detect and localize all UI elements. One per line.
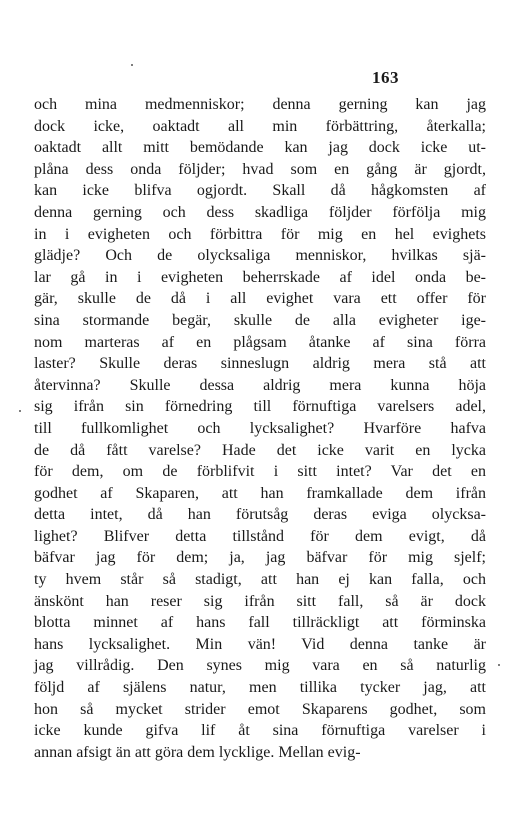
text-line: blotta minnet af hans fall tillräckligt att förminska xyxy=(34,614,486,632)
text-line: dock icke, oaktadt all min förbättring, återkalla; xyxy=(34,117,486,135)
text-line: för dem, om de förblifvit i sitt intet? Var det en xyxy=(34,463,486,481)
text-line: in i evigheten och förbittra för mig en hel evighets xyxy=(34,225,486,243)
text-line: detta intet, då han förutsåg deras eviga olycksa- xyxy=(34,506,486,524)
text-line: jag villrådig. Den synes mig vara en så naturlig xyxy=(34,657,486,675)
text-line: lighet? Blifver detta tillstånd för dem evigt, då xyxy=(34,527,486,545)
print-speck xyxy=(131,64,133,66)
text-line: laster? Skulle deras sinneslugn aldrig mera stå att xyxy=(34,355,486,373)
text-line: sina stormande begär, skulle de alla evigheter ige- xyxy=(34,311,486,329)
text-line: sig ifrån sin förnedring till förnuftiga varelsers adel, xyxy=(34,398,486,416)
text-line: plåna dess onda följder; hvad som en gång är gjordt, xyxy=(34,160,486,178)
text-line: ty hvem står så stadigt, att han ej kan falla, och xyxy=(34,571,486,589)
text-line: godhet af Skaparen, att han framkallade dem ifrån xyxy=(34,484,486,502)
page-number: 163 xyxy=(372,68,399,87)
text-line: glädje? Och de olycksaliga menniskor, hvilkas sjä- xyxy=(34,247,486,265)
text-line: kan icke blifva ogjordt. Skall då hågkomsten af xyxy=(34,182,486,200)
text-line: icke kunde gifva lif åt sina förnuftiga varelser i xyxy=(34,722,486,740)
text-line: denna gerning och dess skadliga följder förfölja mig xyxy=(34,203,486,221)
print-speck xyxy=(19,410,21,412)
text-line: annan afsigt än att göra dem lycklige. Mellan evig- xyxy=(34,743,361,761)
text-line: hans lycksalighet. Min vän! Vid denna tanke är xyxy=(34,635,486,653)
text-line: bäfvar jag för dem; ja, jag bäfvar för mig sjelf; xyxy=(34,549,486,567)
text-line: gär, skulle de då i all evighet vara ett offer för xyxy=(34,290,486,308)
text-line: hon så mycket strider emot Skaparens godhet, som xyxy=(34,700,486,718)
text-line: och mina medmenniskor; denna gerning kan jag xyxy=(34,96,486,113)
body-text xyxy=(34,94,486,763)
text-line: följd af själens natur, men tillika tycker jag, att xyxy=(34,679,486,697)
text-line: änskönt han reser sig ifrån sitt fall, så är dock xyxy=(34,592,486,610)
text-line: till fullkomlighet och lycksalighet? Hvarföre hafva xyxy=(34,419,486,437)
text-line: lar gå in i evigheten beherrskade af idel onda be- xyxy=(34,268,486,286)
text-line: de då fått varelse? Hade det icke varit en lycka xyxy=(34,441,486,459)
print-speck xyxy=(498,664,500,666)
text-line: nom marteras af en plågsam åtanke af sina förra xyxy=(34,333,486,351)
text-line: oaktadt allt mitt bemödande kan jag dock icke ut- xyxy=(34,139,486,157)
text-line: återvinna? Skulle dessa aldrig mera kunna höja xyxy=(34,376,486,394)
